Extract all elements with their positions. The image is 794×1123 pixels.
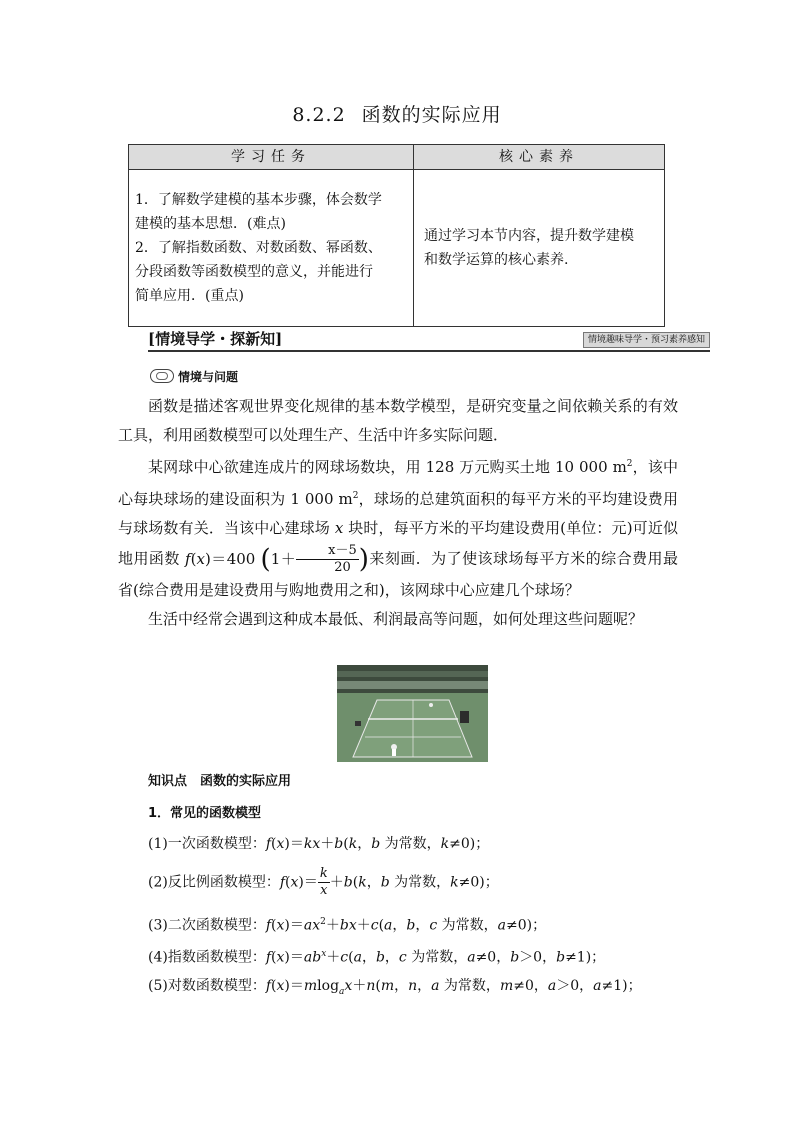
learning-task-table: [128, 144, 665, 327]
p2-part: ，该中心每块球场的建设面积为 1 000 m: [118, 458, 678, 508]
subheading-text: 情境与问题: [178, 370, 239, 384]
section-name: 函数的实际应用: [361, 104, 502, 126]
list-title: 1．常见的函数模型: [148, 806, 262, 821]
section-banner: [148, 328, 710, 352]
inverse-fraction: $\frac{k}{x}$: [319, 866, 328, 898]
model-label: (1)一次函数模型：: [148, 836, 266, 852]
p2-part: 块时，每平方米的平均建设费用(单位：元)可近似地用函数: [118, 519, 678, 568]
paragraph-3: 生活中经常会遇到这种成本最低、利润最高等问题，如何处理这些问题呢？: [148, 610, 644, 628]
p2-part: 来刻画．为了使该球场每平方米的综合费用最省(综合费用是建设费用与购地费用之和)，该网球中心应建几个球场？: [118, 549, 678, 599]
paragraph-2: 某网球中心欲建连成片的网球场数块，用 128 万元购买土地 10 000 $m^2$，该中心每块球场的建设面积为 1 000 $m^2$，球场的总建筑面积的每平方米的平均建设费用与球场数有关．当该中心建球场 x 块时，每平方米的平均建设费用(单位：元)可近似地用函数 f(x)＝400 (1＋ $\frac{x-5}{20}$ )来刻画．为了使该球场每平方米的综合费用最省(综合费用是建设费用与购地费用之和)，该网球中心应建几个球场？: [118, 458, 678, 599]
model-5: (5)对数函数模型：f(x)＝mlog$_a$x＋n(m，n，a 为常数，m≠0，a＞0，a≠1)；: [148, 978, 642, 997]
task-line: 建模的基本思想．(难点): [135, 216, 286, 232]
banner-title: [情境导学・探新知]: [148, 330, 283, 348]
model-4: (4)指数函数模型：$f(x)=ab^x+c(a$，b，c 为常数，a≠0，b＞0，b≠1)；: [148, 949, 606, 966]
p2-part: 某网球中心欲建连成片的网球场数块，用 128 万元购买土地 10 000 m: [148, 458, 627, 476]
model-label: (4)指数函数模型：: [148, 949, 266, 966]
task-line: 1．了解数学建模的基本步骤，体会数学: [135, 192, 382, 208]
literacy-line: 通过学习本节内容，提升数学建模: [424, 228, 634, 244]
formula-fraction: [296, 543, 359, 576]
cost-formula: f(x)＝400 (1＋ $\frac{x-5}{20}$ ): [185, 543, 369, 575]
p2-part: ，球场的总建筑面积的每平方米的平均建设费用与球场数有关．当该中心建球场: [118, 490, 678, 537]
section-number: 8.2.2: [292, 104, 346, 126]
model-3: (3)二次函数模型：$f(x)=ax^2+bx+c(a$，b，c 为常数，a≠0)；: [148, 917, 547, 934]
literacy-line: 和数学运算的核心素养.: [424, 252, 569, 268]
table-header-literacy: 核心素养: [414, 145, 665, 170]
table-cell-tasks: [129, 170, 414, 327]
model-label: (3)二次函数模型：: [148, 917, 266, 934]
page-title: [0, 100, 794, 127]
table-header-tasks: 学习任务: [129, 145, 414, 170]
banner-tag: 情境趣味导学・预习素养感知: [583, 332, 710, 348]
tennis-decoration-icon: [150, 369, 174, 383]
model-label: (2)反比例函数模型：: [148, 874, 280, 891]
task-line: 2．了解指数函数、对数函数、幂函数、: [135, 240, 382, 256]
subheading: [150, 368, 238, 385]
table-cell-literacy: [414, 170, 665, 327]
tennis-court-image: [337, 665, 488, 762]
task-line: 简单应用．(重点): [135, 288, 244, 304]
model-2: (2)反比例函数模型：f(x)＝ $\frac{k}{x}$ ＋b(k，b 为常数，k≠0)；: [148, 866, 499, 898]
model-1: (1)一次函数模型：f(x)＝kx＋b(k，b 为常数，k≠0)；: [148, 836, 490, 852]
fraction-denominator: 20: [334, 560, 351, 575]
knowledge-title: 知识点 函数的实际应用: [148, 774, 292, 789]
model-label: (5)对数函数模型：: [148, 978, 266, 994]
paragraph-1: 函数是描述客观世界变化规律的基本数学模型，是研究变量之间依赖关系的有效工具，利用函数模型可以处理生产、生活中许多实际问题．: [118, 397, 678, 444]
fraction-numerator: x－5: [296, 543, 359, 560]
tennis-court-photo: [337, 665, 488, 762]
task-line: 分段函数等函数模型的意义，并能进行: [135, 264, 373, 280]
intro-text: [118, 392, 678, 634]
